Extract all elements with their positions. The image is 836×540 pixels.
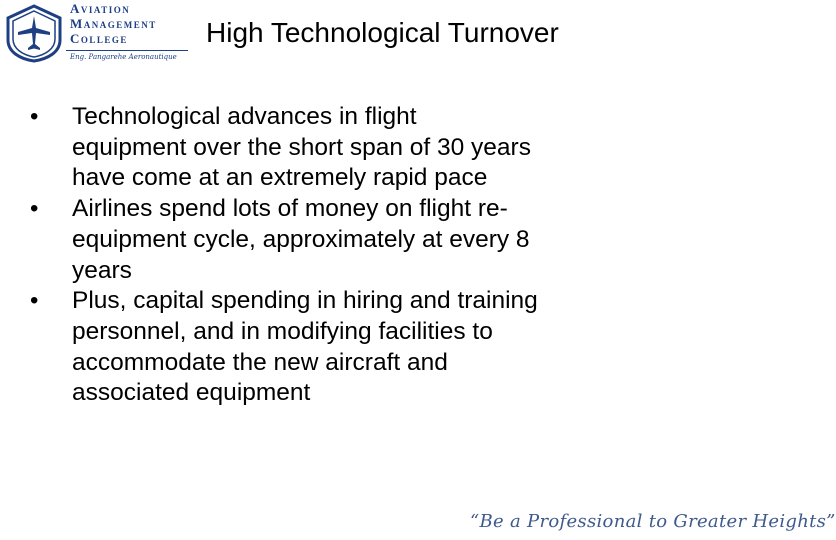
bullet-item — [30, 102, 690, 194]
bullet-item — [30, 194, 690, 286]
logo-tagline: Eng. Pangarehe Aeronautique — [70, 53, 177, 61]
bullet-line: years — [72, 256, 132, 284]
bullet-line: equipment cycle, approximately at every 8 — [72, 225, 530, 253]
aviation-emblem-icon — [6, 4, 62, 62]
bullet-list — [30, 102, 690, 409]
bullet-line: Plus, capital spending in hiring and training — [72, 287, 538, 315]
bullet-item — [30, 286, 690, 409]
logo-name-line-3: College — [70, 31, 128, 46]
bullet-line: have come at an extremely rapid pace — [72, 164, 488, 192]
slide-title: High Technological Turnover — [206, 17, 559, 48]
bullet-line: personnel, and in modifying facilities to — [72, 317, 493, 345]
college-motto: “Be a Professional to Greater Heights” — [470, 511, 836, 532]
bullet-line: Airlines spend lots of money on flight re- — [72, 195, 508, 223]
college-logo — [0, 0, 190, 72]
bullet-line: Technological advances in flight — [72, 103, 417, 130]
bullet-line: associated equipment — [72, 379, 311, 407]
logo-name-line-1: Aviation — [70, 1, 131, 16]
bullet-marker: • — [30, 195, 39, 223]
bullet-line: accommodate the new aircraft and — [72, 348, 448, 376]
bullet-line: equipment over the short span of 30 years — [72, 133, 531, 161]
logo-name-line-2: Management — [70, 16, 157, 31]
bullet-marker: • — [30, 103, 39, 130]
bullet-marker: • — [30, 287, 39, 315]
